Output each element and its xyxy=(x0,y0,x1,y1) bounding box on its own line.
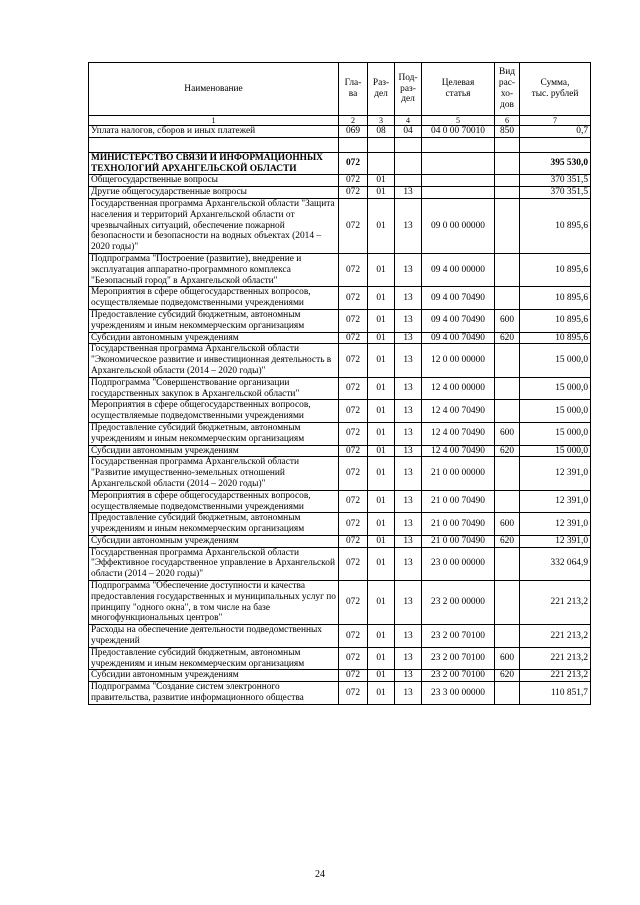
row-expense-type: 620 xyxy=(495,445,520,457)
row-chapter: 072 xyxy=(339,309,368,332)
row-section: 01 xyxy=(368,445,395,457)
row-target-article: 21 0 00 70490 xyxy=(422,513,495,536)
row-target-article: 23 2 00 70100 xyxy=(422,670,495,682)
row-section: 01 xyxy=(368,175,395,187)
row-subsection: 13 xyxy=(395,490,422,513)
row-target-article xyxy=(422,187,495,199)
row-chapter: 072 xyxy=(339,422,368,445)
row-name: Государственная программа Архангельской области "Эффективное государственное управление в Архангельской области (2014 – 2020 годы)" xyxy=(89,547,339,580)
row-name: Уплата налогов, сборов и иных платежей xyxy=(89,126,339,138)
row-name: Предоставление субсидий бюджетным, автономным учреждениям и иным некоммерческим организациям xyxy=(89,422,339,445)
row-name: Подпрограмма "Совершенствование организации государственных закупок в Архангельской области" xyxy=(89,377,339,400)
row-expense-type xyxy=(495,287,520,310)
row-target-article: 04 0 00 70010 xyxy=(422,126,495,138)
row-amount: 12 391,0 xyxy=(520,490,591,513)
row-subsection: 13 xyxy=(395,581,422,625)
ministry-heading-row xyxy=(89,152,591,175)
row-name: Субсидии автономным учреждениям xyxy=(89,670,339,682)
row-chapter: 072 xyxy=(339,400,368,423)
row-target-article: 23 3 00 00000 xyxy=(422,682,495,705)
row-expense-type xyxy=(495,253,520,286)
row-expense-type: 600 xyxy=(495,309,520,332)
row-amount: 221 213,2 xyxy=(520,670,591,682)
row-section: 01 xyxy=(368,581,395,625)
row-chapter: 072 xyxy=(339,457,368,490)
row-target-article: 12 4 00 70490 xyxy=(422,422,495,445)
row-subsection xyxy=(395,175,422,187)
row-target-article: 23 2 00 70100 xyxy=(422,647,495,670)
table-row xyxy=(89,670,591,682)
row-chapter: 072 xyxy=(339,625,368,648)
column-number: 3 xyxy=(368,116,395,126)
row-chapter: 072 xyxy=(339,344,368,377)
row-expense-type xyxy=(495,547,520,580)
column-number: 7 xyxy=(520,116,591,126)
header-section: Раз- дел xyxy=(368,63,395,116)
row-target-article xyxy=(422,152,495,175)
row-expense-type xyxy=(495,490,520,513)
table-row xyxy=(89,547,591,580)
budget-table xyxy=(88,62,591,705)
spacer-cell xyxy=(520,137,591,152)
row-section: 01 xyxy=(368,377,395,400)
row-subsection: 13 xyxy=(395,309,422,332)
row-name: Государственная программа Архангельской области "Развитие имущественно-земельных отношений Архангельской области (2014 – 2020 годы)" xyxy=(89,457,339,490)
row-section: 01 xyxy=(368,682,395,705)
row-target-article: 23 0 00 00000 xyxy=(422,547,495,580)
row-subsection: 13 xyxy=(395,513,422,536)
row-name: Субсидии автономным учреждениям xyxy=(89,332,339,344)
row-section: 01 xyxy=(368,253,395,286)
row-expense-type: 620 xyxy=(495,670,520,682)
row-amount: 221 213,2 xyxy=(520,581,591,625)
table-row xyxy=(89,581,591,625)
row-expense-type: 600 xyxy=(495,513,520,536)
row-section: 08 xyxy=(368,126,395,138)
spacer-cell xyxy=(395,137,422,152)
row-expense-type: 600 xyxy=(495,647,520,670)
row-target-article xyxy=(422,175,495,187)
table-row xyxy=(89,253,591,286)
row-amount: 370 351,5 xyxy=(520,187,591,199)
row-name: Другие общегосударственные вопросы xyxy=(89,187,339,199)
row-amount: 10 895,6 xyxy=(520,198,591,253)
row-name: Подпрограмма "Построение (развитие), внедрение и эксплуатация аппаратно-программного комплекса "Безопасный город" в Архангельской области" xyxy=(89,253,339,286)
row-section: 01 xyxy=(368,309,395,332)
row-subsection: 13 xyxy=(395,445,422,457)
row-expense-type xyxy=(495,377,520,400)
row-amount: 10 895,6 xyxy=(520,332,591,344)
row-subsection: 04 xyxy=(395,126,422,138)
row-section: 01 xyxy=(368,422,395,445)
spacer-cell xyxy=(422,137,495,152)
row-target-article: 09 0 00 00000 xyxy=(422,198,495,253)
row-expense-type xyxy=(495,625,520,648)
table-row xyxy=(89,457,591,490)
row-section: 01 xyxy=(368,198,395,253)
row-section: 01 xyxy=(368,647,395,670)
spacer-cell xyxy=(89,137,339,152)
table-row xyxy=(89,513,591,536)
header-amount: Сумма, тыс. рублей xyxy=(520,63,591,116)
row-target-article: 21 0 00 00000 xyxy=(422,457,495,490)
row-name: Мероприятия в сфере общегосударственных вопросов, осуществляемые подведомственными учреждениями xyxy=(89,490,339,513)
row-target-article: 21 0 00 70490 xyxy=(422,535,495,547)
row-expense-type xyxy=(495,344,520,377)
row-section: 01 xyxy=(368,457,395,490)
row-section: 01 xyxy=(368,547,395,580)
row-chapter: 072 xyxy=(339,647,368,670)
row-expense-type xyxy=(495,152,520,175)
row-amount: 221 213,2 xyxy=(520,647,591,670)
row-subsection: 13 xyxy=(395,377,422,400)
row-chapter: 072 xyxy=(339,253,368,286)
row-subsection: 13 xyxy=(395,187,422,199)
row-subsection: 13 xyxy=(395,400,422,423)
row-expense-type xyxy=(495,682,520,705)
row-chapter: 072 xyxy=(339,198,368,253)
header-chapter: Гла- ва xyxy=(339,63,368,116)
row-amount: 12 391,0 xyxy=(520,535,591,547)
row-subsection: 13 xyxy=(395,547,422,580)
row-subsection: 13 xyxy=(395,670,422,682)
row-chapter: 072 xyxy=(339,490,368,513)
row-name: МИНИСТЕРСТВО СВЯЗИ И ИНФОРМАЦИОННЫХ ТЕХНОЛОГИЙ АРХАНГЕЛЬСКОЙ ОБЛАСТИ xyxy=(89,152,339,175)
table-row xyxy=(89,535,591,547)
header-name: Наименование xyxy=(89,63,339,116)
row-name: Предоставление субсидий бюджетным, автономным учреждениям и иным некоммерческим организациям xyxy=(89,309,339,332)
row-target-article: 09 4 00 70490 xyxy=(422,309,495,332)
row-chapter: 072 xyxy=(339,682,368,705)
row-expense-type xyxy=(495,198,520,253)
row-chapter: 072 xyxy=(339,670,368,682)
row-amount: 15 000,0 xyxy=(520,445,591,457)
table-row xyxy=(89,400,591,423)
row-target-article: 23 2 00 70100 xyxy=(422,625,495,648)
row-amount: 332 064,9 xyxy=(520,547,591,580)
row-chapter: 072 xyxy=(339,581,368,625)
table-row xyxy=(89,682,591,705)
spacer-cell xyxy=(368,137,395,152)
spacer-cell xyxy=(495,137,520,152)
row-amount: 395 530,0 xyxy=(520,152,591,175)
row-target-article: 09 4 00 70490 xyxy=(422,332,495,344)
row-chapter: 072 xyxy=(339,445,368,457)
row-name: Предоставление субсидий бюджетным, автономным учреждениям и иным некоммерческим организациям xyxy=(89,647,339,670)
table-row xyxy=(89,344,591,377)
row-chapter: 072 xyxy=(339,152,368,175)
row-amount: 10 895,6 xyxy=(520,287,591,310)
row-expense-type: 600 xyxy=(495,422,520,445)
row-name: Субсидии автономным учреждениям xyxy=(89,445,339,457)
column-number: 6 xyxy=(495,116,520,126)
row-name: Подпрограмма "Обеспечение доступности и качества предоставления государственных и муниципальных услуг по принципу "одного окна", в том числе на базе многофункциональных центров" xyxy=(89,581,339,625)
table-row xyxy=(89,647,591,670)
row-amount: 12 391,0 xyxy=(520,457,591,490)
table-row xyxy=(89,287,591,310)
header-expense-type: Вид рас- хо- дов xyxy=(495,63,520,116)
table-row xyxy=(89,445,591,457)
table-row xyxy=(89,309,591,332)
row-section xyxy=(368,152,395,175)
row-subsection: 13 xyxy=(395,198,422,253)
row-name: Государственная программа Архангельской области "Экономическое развитие и инвестиционная деятельность в Архангельской области (2014 – 2020 годы)" xyxy=(89,344,339,377)
spacer-row xyxy=(89,137,591,152)
column-number: 2 xyxy=(339,116,368,126)
column-number: 1 xyxy=(89,116,339,126)
row-subsection xyxy=(395,152,422,175)
row-section: 01 xyxy=(368,344,395,377)
row-chapter: 072 xyxy=(339,332,368,344)
row-target-article: 12 4 00 00000 xyxy=(422,377,495,400)
row-expense-type xyxy=(495,175,520,187)
row-subsection: 13 xyxy=(395,344,422,377)
row-subsection: 13 xyxy=(395,647,422,670)
row-chapter: 072 xyxy=(339,187,368,199)
row-chapter: 069 xyxy=(339,126,368,138)
row-section: 01 xyxy=(368,332,395,344)
header-row xyxy=(89,63,591,116)
row-expense-type xyxy=(495,457,520,490)
row-amount: 110 851,7 xyxy=(520,682,591,705)
header-target-article: Целевая статья xyxy=(422,63,495,116)
table-row xyxy=(89,198,591,253)
row-name: Мероприятия в сфере общегосударственных вопросов, осуществляемые подведомственными учреждениями xyxy=(89,287,339,310)
row-name: Предоставление субсидий бюджетным, автономным учреждениям и иным некоммерческим организациям xyxy=(89,513,339,536)
row-chapter: 072 xyxy=(339,547,368,580)
row-amount: 370 351,5 xyxy=(520,175,591,187)
row-chapter: 072 xyxy=(339,287,368,310)
row-amount: 10 895,6 xyxy=(520,309,591,332)
row-section: 01 xyxy=(368,625,395,648)
row-subsection: 13 xyxy=(395,332,422,344)
table-row xyxy=(89,175,591,187)
row-section: 01 xyxy=(368,187,395,199)
column-number: 5 xyxy=(422,116,495,126)
row-expense-type: 620 xyxy=(495,332,520,344)
row-amount: 15 000,0 xyxy=(520,377,591,400)
row-subsection: 13 xyxy=(395,535,422,547)
row-name: Субсидии автономным учреждениям xyxy=(89,535,339,547)
row-target-article: 09 4 00 70490 xyxy=(422,287,495,310)
row-expense-type xyxy=(495,581,520,625)
row-section: 01 xyxy=(368,490,395,513)
row-chapter: 072 xyxy=(339,513,368,536)
row-amount: 10 895,6 xyxy=(520,253,591,286)
row-amount: 15 000,0 xyxy=(520,344,591,377)
row-target-article: 09 4 00 00000 xyxy=(422,253,495,286)
table-body xyxy=(89,126,591,705)
budget-table-sheet xyxy=(88,62,590,705)
row-expense-type xyxy=(495,400,520,423)
row-subsection: 13 xyxy=(395,287,422,310)
spacer-cell xyxy=(339,137,368,152)
row-target-article: 12 4 00 70490 xyxy=(422,400,495,423)
row-name: Подпрограмма "Создание систем электронного правительства, развитие информационного общества xyxy=(89,682,339,705)
table-row xyxy=(89,625,591,648)
table-row xyxy=(89,332,591,344)
row-subsection: 13 xyxy=(395,682,422,705)
row-chapter: 072 xyxy=(339,175,368,187)
row-amount: 12 391,0 xyxy=(520,513,591,536)
table-row xyxy=(89,422,591,445)
row-target-article: 21 0 00 70490 xyxy=(422,490,495,513)
table-row xyxy=(89,126,591,138)
row-expense-type xyxy=(495,187,520,199)
row-expense-type: 620 xyxy=(495,535,520,547)
row-section: 01 xyxy=(368,400,395,423)
row-amount: 221 213,2 xyxy=(520,625,591,648)
row-amount: 15 000,0 xyxy=(520,400,591,423)
row-chapter: 072 xyxy=(339,377,368,400)
row-name: Государственная программа Архангельской области "Защита населения и территорий Архангельской области от чрезвычайных ситуаций, обеспечение пожарной безопасности и безопасности на водных объектах (2014 – 2020 годы)" xyxy=(89,198,339,253)
row-subsection: 13 xyxy=(395,422,422,445)
row-section: 01 xyxy=(368,513,395,536)
row-chapter: 072 xyxy=(339,535,368,547)
row-subsection: 13 xyxy=(395,253,422,286)
table-row xyxy=(89,187,591,199)
row-section: 01 xyxy=(368,670,395,682)
row-name: Мероприятия в сфере общегосударственных вопросов, осуществляемые подведомственными учреждениями xyxy=(89,400,339,423)
table-row xyxy=(89,490,591,513)
row-name: Расходы на обеспечение деятельности подведомственных учреждений xyxy=(89,625,339,648)
row-section: 01 xyxy=(368,287,395,310)
row-expense-type: 850 xyxy=(495,126,520,138)
row-section: 01 xyxy=(368,535,395,547)
row-target-article: 23 2 00 00000 xyxy=(422,581,495,625)
row-subsection: 13 xyxy=(395,625,422,648)
row-amount: 15 000,0 xyxy=(520,422,591,445)
header-subsection: Под- раз- дел xyxy=(395,63,422,116)
table-row xyxy=(89,377,591,400)
row-name: Общегосударственные вопросы xyxy=(89,175,339,187)
row-subsection: 13 xyxy=(395,457,422,490)
row-amount: 0,7 xyxy=(520,126,591,138)
row-target-article: 12 4 00 70490 xyxy=(422,445,495,457)
column-number-row xyxy=(89,116,591,126)
column-number: 4 xyxy=(395,116,422,126)
row-target-article: 12 0 00 00000 xyxy=(422,344,495,377)
page-number: 24 xyxy=(315,869,325,880)
